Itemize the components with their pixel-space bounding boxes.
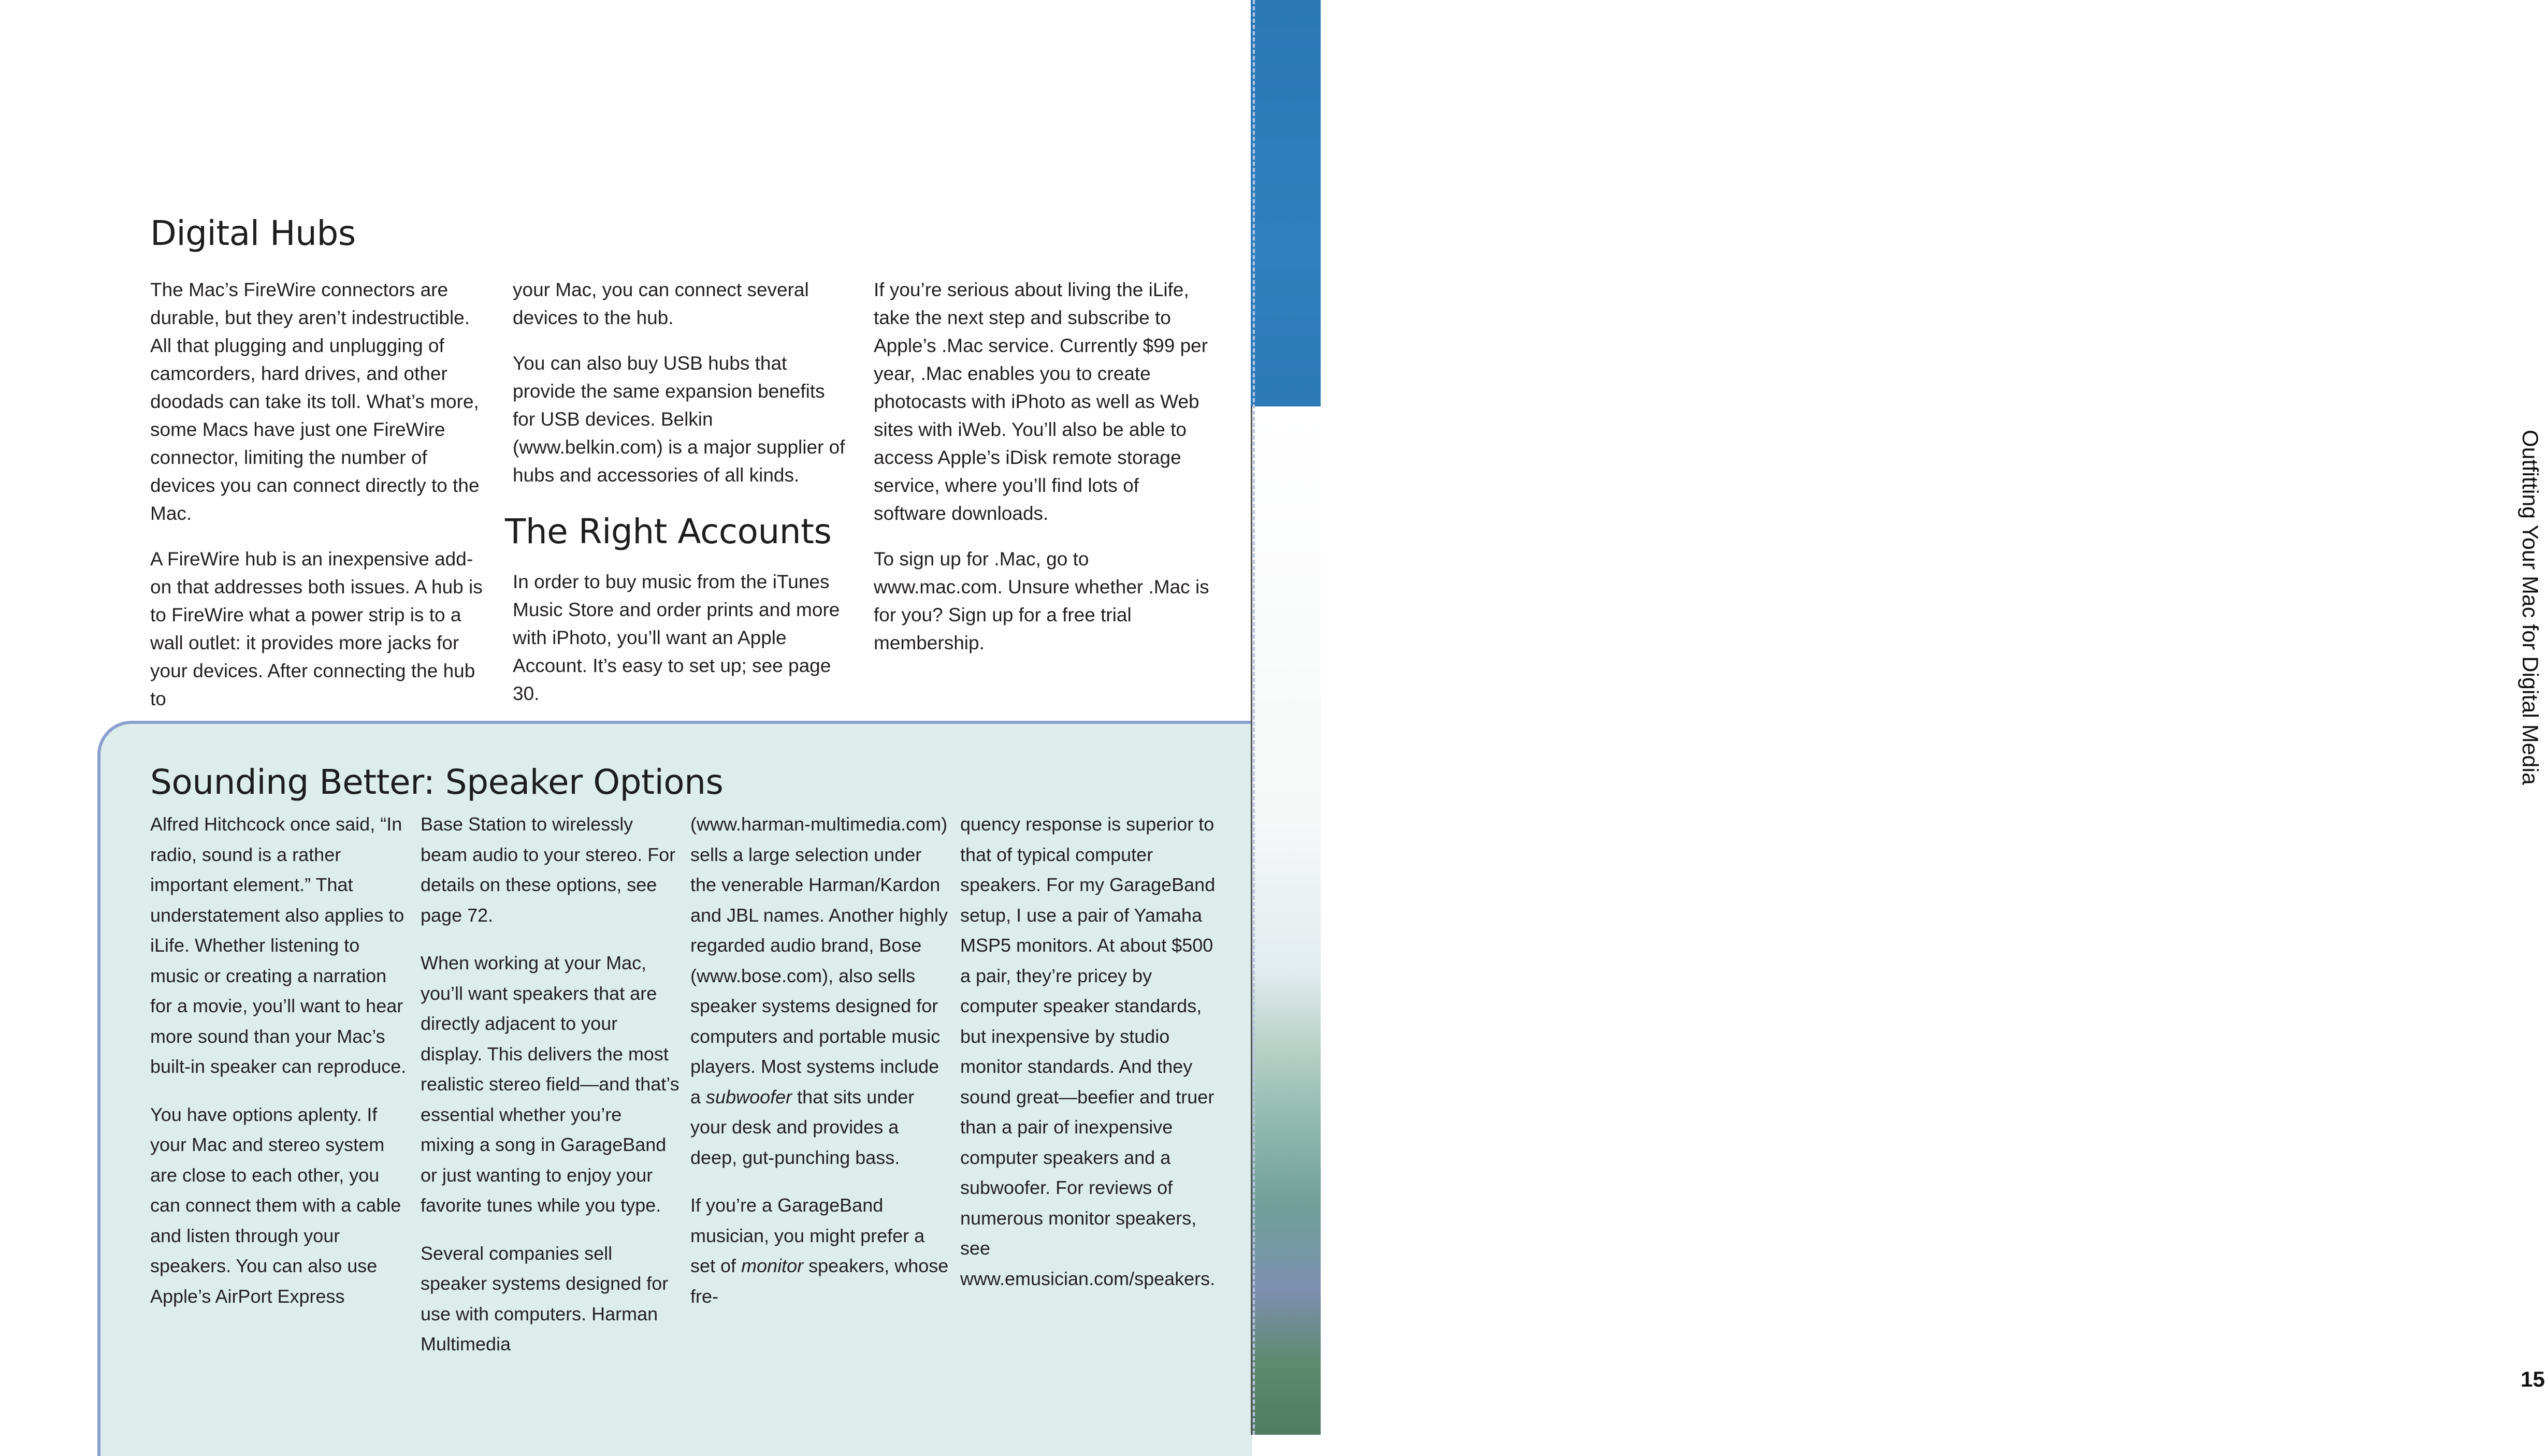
text: If you’re a GarageBand musician, you might prefer a set of (690, 1195, 925, 1276)
speaker-column-1 (150, 809, 409, 1312)
paragraph: quency response is superior to that of typical computer speakers. For my GarageBand setup, I use a pair of Yamaha MSP5 monitors. At about $500 a pair, they’re pricey by computer speaker standards, but inexpensive by studio monitor standards. And they sound great—beefier and truer than a pair of inexpensive computer speakers and a subwoofer. For reviews of numerous monitor speakers, see www.emusician.com/speakers. (960, 813, 1216, 1289)
speaker-column-3 (690, 809, 949, 1312)
heading-right-accounts: The Right Accounts (505, 512, 832, 551)
tab-label-introducing-ilife: Introducing iLife (2518, 28, 2542, 186)
paragraph (690, 809, 949, 1173)
paragraph: your Mac, you can connect several devices to the hub. (513, 279, 809, 328)
text: (www.harman-multimedia.com) sells a large selection under the venerable Harman/Kardon and JBL names. Another highly regarded audio brand, Bose (www.bose.com), also sells speaker systems designed for computers and portable music players. Most systems include a (690, 813, 948, 1108)
paragraph: Base Station to wirelessly beam audio to your stereo. For details on these options, see page 72. (421, 813, 676, 926)
heading-digital-hubs: Digital Hubs (150, 213, 356, 253)
digital-hubs-column-1 (150, 276, 487, 713)
paragraph: A FireWire hub is an inexpensive add-on that addresses both issues. A hub is to FireWire what a power strip is to a wall outlet: it provides more jacks for your devices. After connecting the hub to (150, 548, 483, 709)
page-number: 15 (2521, 1367, 2545, 1391)
tab-introducing-ilife[interactable] (1251, 0, 1321, 406)
tab-outfitting-mac[interactable] (1251, 406, 1321, 1435)
speaker-column-4 (960, 809, 1219, 1294)
paragraph: You can also buy USB hubs that provide the same expansion benefits for USB devices. Belkin (www.belkin.com) is a major supplier of hubs and accessories of all kinds. (513, 353, 845, 486)
speaker-column-2 (421, 809, 679, 1360)
paragraph: The Mac’s FireWire connectors are durable, but they aren’t indestructible. All that plugging and unplugging of camcorders, hard drives, and other doodads can take its toll. What’s more, some Macs have just one FireWire connector, limiting the number of devices you can connect directly to the Mac. (150, 279, 480, 524)
emphasis-subwoofer: subwoofer (706, 1086, 792, 1108)
paragraph: Alfred Hitchcock once said, “In radio, sound is a rather important element.” That understatement also applies to iLife. Whether listening to music or creating a narration for a movie, you’ll want to hear more sound than your Mac’s built-in speaker can reproduce. (150, 813, 407, 1077)
paragraph: If you’re serious about living the iLife, take the next step and subscribe to Apple’s .Mac service. Currently $99 per year, .Mac enables you to create photocasts with iPhoto as well as Web sites with iWeb. You’ll also be able to access Apple’s iDisk remote storage service, where you’ll find lots of software downloads. (874, 279, 1208, 524)
chapter-tab-bar (1251, 0, 2545, 1435)
text: that sits under your desk and provides a deep, gut-punching bass. (690, 1086, 915, 1168)
digital-hubs-column-2 (513, 276, 849, 489)
paragraph: To sign up for .Mac, go to www.mac.com. Unsure whether .Mac is for you? Sign up for a free trial membership. (874, 548, 1209, 653)
tab-edge-line (1251, 406, 1252, 1435)
tab-label-outfitting: Outfitting Your Mac for Digital Media (2518, 430, 2542, 785)
dashed-divider (1253, 0, 1255, 1435)
text: speakers, whose fre- (690, 1255, 949, 1307)
paragraph: Several companies sell speaker systems designed for use with computers. Harman Multimedia (421, 1242, 669, 1355)
emphasis-monitor: monitor (741, 1255, 804, 1276)
paragraph: In order to buy music from the iTunes Music Store and order prints and more with iPhoto, you’ll want an Apple Account. It’s easy to set up; see page 30. (513, 571, 840, 704)
paragraph (690, 1190, 949, 1312)
right-accounts-text (513, 568, 855, 708)
dotmac-column (874, 276, 1216, 657)
paragraph: When working at your Mac, you’ll want speakers that are directly adjacent to your display. This delivers the most realistic stereo field—and that’s essential whether you’re mixing a song in GarageBand or just wanting to enjoy your favorite tunes while you type. (421, 952, 679, 1216)
heading-speaker-options: Sounding Better: Speaker Options (150, 762, 724, 802)
paragraph: You have options aplenty. If your Mac and stereo system are close to each other, you can connect them with a cable and listen through your speakers. You can also use Apple’s AirPort Express (150, 1103, 401, 1307)
